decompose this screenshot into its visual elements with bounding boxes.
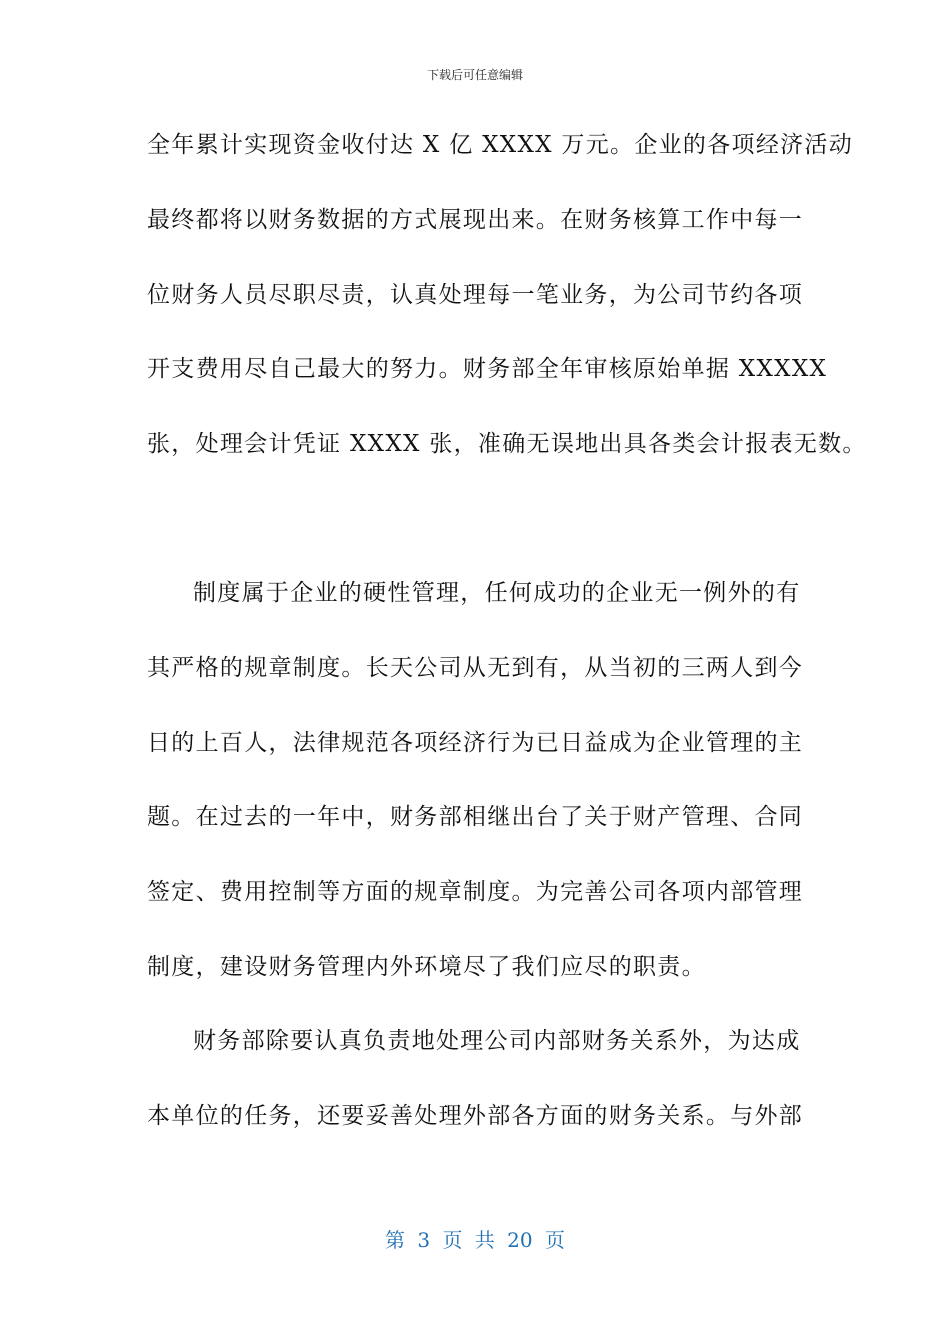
text-line: 位财务人员尽职尽责，认真处理每一笔业务，为公司节约各项 [147, 282, 804, 308]
text-line: 最终都将以财务数据的方式展现出来。在财务核算工作中每一 [147, 207, 804, 233]
text-line: 开支费用尽自己最大的努力。财务部全年审核原始单据 XXXXX [147, 356, 828, 382]
text-line: 题。在过去的一年中，财务部相继出台了关于财产管理、合同 [147, 804, 804, 830]
text-line: 其严格的规章制度。长天公司从无到有，从当初的三两人到今 [147, 655, 804, 681]
text-line: 签定、费用控制等方面的规章制度。为完善公司各项内部管理 [147, 879, 804, 905]
text-line: 本单位的任务，还要妥善处理外部各方面的财务关系。与外部 [147, 1103, 804, 1129]
text-line: 日的上百人，法律规范各项经济行为已日益成为企业管理的主 [147, 730, 804, 756]
header-note: 下载后可任意编辑 [426, 68, 523, 82]
text-line: 张，处理会计凭证 XXXX 张，准确无误地出具各类会计报表无数。 [147, 431, 867, 457]
paragraph-first-line: 财务部除要认真负责地处理公司内部财务关系外，为达成 [193, 1028, 801, 1054]
page-footer: 第 3 页 共 20 页 [385, 1228, 565, 1252]
text-line: 制度，建设财务管理内外环境尽了我们应尽的职责。 [147, 954, 706, 980]
paragraph-first-line: 制度属于企业的硬性管理，任何成功的企业无一例外的有 [193, 580, 801, 606]
text-line: 全年累计实现资金收付达 X 亿 XXXX 万元。企业的各项经济活动 [147, 132, 854, 158]
